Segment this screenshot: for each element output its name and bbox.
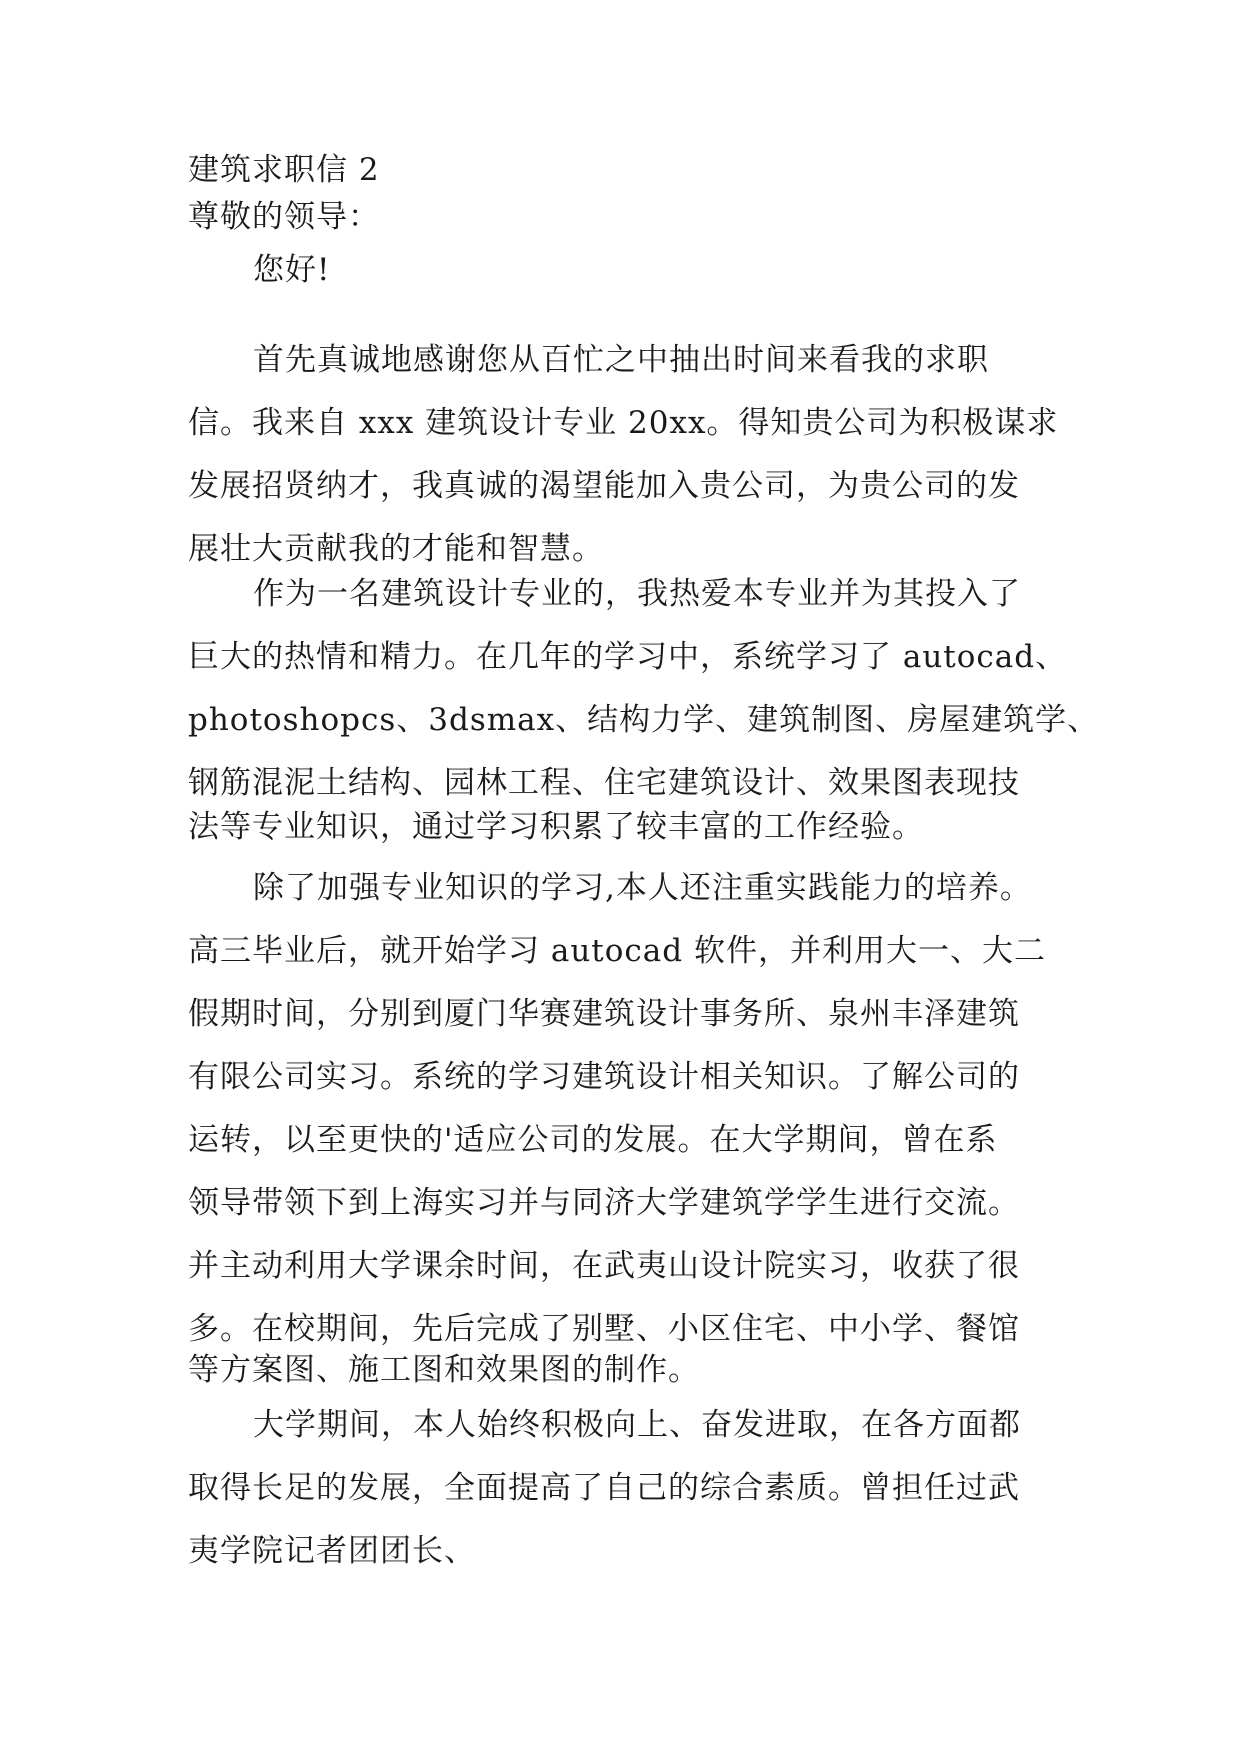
body-line-5: 作为一名建筑设计专业的，我热爱本专业并为其投入了	[253, 576, 1021, 612]
body-line-3: 发展招贤纳才，我真诚的渴望能加入贵公司，为贵公司的发	[188, 468, 1020, 504]
body-line-12: 假期时间，分别到厦门华赛建筑设计事务所、泉州丰泽建筑	[188, 996, 1020, 1032]
body-line-11: 高三毕业后，就开始学习 autocad 软件，并利用大一、大二	[188, 933, 1046, 969]
body-line-4: 展壮大贡献我的才能和智慧。	[188, 531, 604, 567]
body-line-18: 等方案图、施工图和效果图的制作。	[188, 1352, 700, 1388]
body-line-15: 领导带领下到上海实习并与同济大学建筑学学生进行交流。	[188, 1185, 1020, 1221]
salutation: 尊敬的领导：	[188, 199, 380, 235]
body-line-16: 并主动利用大学课余时间，在武夷山设计院实习，收获了很	[188, 1248, 1020, 1284]
body-line-20: 取得长足的发展，全面提高了自己的综合素质。曾担任过武	[188, 1470, 1020, 1506]
body-line-1: 首先真诚地感谢您从百忙之中抽出时间来看我的求职	[253, 342, 989, 378]
body-line-8: 钢筋混泥土结构、园林工程、住宅建筑设计、效果图表现技	[188, 765, 1020, 801]
body-line-10: 除了加强专业知识的学习,本人还注重实践能力的培养。	[253, 870, 1032, 906]
body-line-6: 巨大的热情和精力。在几年的学习中，系统学习了 autocad、	[188, 639, 1068, 675]
body-line-21: 夷学院记者团团长、	[188, 1533, 476, 1569]
body-line-9: 法等专业知识，通过学习积累了较丰富的工作经验。	[188, 809, 924, 845]
document-title: 建筑求职信 2	[188, 152, 380, 188]
body-line-2: 信。我来自 xxx 建筑设计专业 20xx。得知贵公司为积极谋求	[188, 405, 1059, 441]
body-line-19: 大学期间，本人始终积极向上、奋发进取，在各方面都	[253, 1407, 1021, 1443]
body-line-17: 多。在校期间，先后完成了别墅、小区住宅、中小学、餐馆	[188, 1311, 1020, 1347]
body-line-14: 运转，以至更快的'适应公司的发展。在大学期间，曾在系	[188, 1122, 998, 1158]
body-line-7: photoshopcs、3dsmax、结构力学、建筑制图、房屋建筑学、	[188, 702, 1100, 738]
body-line-13: 有限公司实习。系统的学习建筑设计相关知识。了解公司的	[188, 1059, 1020, 1095]
greeting: 您好!	[253, 252, 331, 288]
